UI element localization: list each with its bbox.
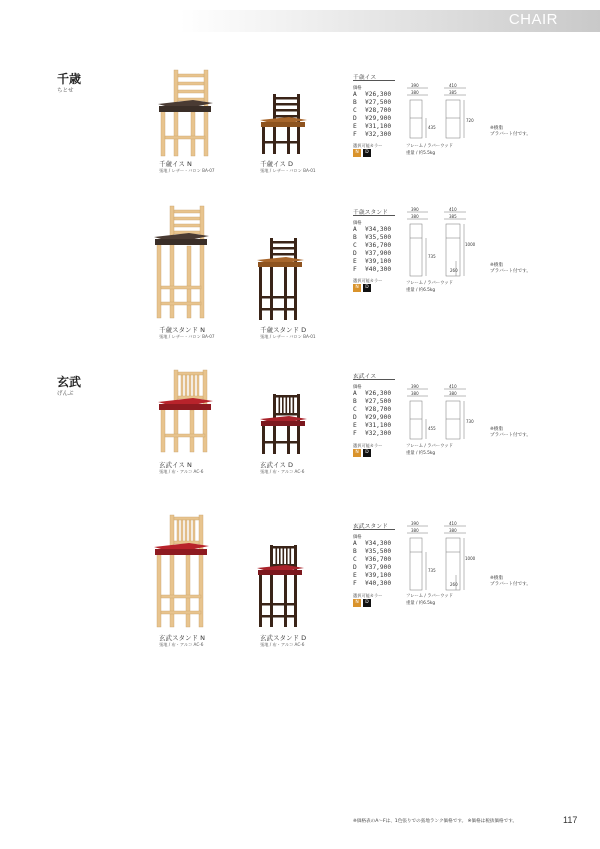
genbu-chair-d-image	[259, 394, 309, 456]
dimension-drawing	[404, 383, 472, 443]
svg-text:730: 730	[466, 419, 474, 424]
svg-text:720: 720	[466, 118, 474, 123]
series-reading-genbu: げんぶ	[57, 391, 74, 397]
price-row-f: F ¥40,300	[353, 266, 392, 273]
frame-material: フレーム / ラバーウッド	[406, 444, 453, 449]
price-row-f: F ¥32,300	[353, 131, 392, 138]
svg-text:380: 380	[449, 528, 457, 533]
genbu-stand-d-image	[256, 545, 306, 629]
price-row-e: E ¥39,100	[353, 572, 392, 579]
svg-text:380: 380	[449, 391, 457, 396]
chitose-chair-d-image	[259, 94, 309, 156]
price-row-b: B ¥35,500	[353, 548, 392, 555]
svg-text:1000: 1000	[465, 242, 476, 247]
svg-text:390: 390	[411, 384, 419, 389]
chitose-chair-n-image	[157, 70, 215, 158]
color-swatch-n: N	[353, 449, 361, 457]
spec-rule	[353, 80, 395, 81]
spec-title: 玄武スタンド	[353, 524, 388, 530]
svg-text:410: 410	[449, 207, 457, 212]
svg-text:410: 410	[449, 384, 457, 389]
color-swatch-d: D	[363, 284, 371, 292]
price-row-a: A ¥26,300	[353, 390, 392, 397]
weight: 重量 / 約6.5kg	[406, 601, 436, 606]
genbu-chair-n-image	[157, 370, 215, 454]
frame-material: フレーム / ラバーウッド	[406, 144, 453, 149]
weight: 重量 / 約5.5kg	[406, 151, 436, 156]
color-swatch-d: D	[363, 599, 371, 607]
price-row-b: B ¥27,500	[353, 99, 392, 106]
genbu-stand-n-image	[153, 515, 211, 629]
chitose-stand-d-upholstery: 張地 / レザー・バロン BA-01	[260, 334, 316, 339]
svg-text:380: 380	[411, 90, 419, 95]
price-row-e: E ¥31,100	[353, 123, 392, 130]
resin-note: ※樹脂 プラバート付です。	[490, 576, 531, 587]
price-row-d: D ¥37,900	[353, 564, 392, 571]
price-row-b: B ¥35,500	[353, 234, 392, 241]
genbu-stand-d-upholstery: 張地 / 布・アルコ AC-6	[260, 642, 305, 647]
price-row-d: D ¥37,900	[353, 250, 392, 257]
color-swatch-n: N	[353, 599, 361, 607]
svg-text:410: 410	[449, 83, 457, 88]
resin-note: ※樹脂 プラバート付です。	[490, 126, 531, 137]
chitose-stand-n-name: 千歳スタンド N	[159, 326, 205, 334]
spec-title: 玄武イス	[353, 374, 377, 380]
spec-rule	[353, 379, 395, 380]
dimension-drawing	[404, 82, 472, 142]
color-options-header: 選択可能カラー	[353, 443, 383, 448]
price-row-c: C ¥28,700	[353, 107, 392, 114]
chitose-stand-n-upholstery: 張地 / レザー・バロン BA-07	[159, 334, 215, 339]
price-row-d: D ¥29,900	[353, 414, 392, 421]
svg-text:735: 735	[428, 254, 436, 259]
price-row-a: A ¥34,300	[353, 540, 392, 547]
frame-material: フレーム / ラバーウッド	[406, 281, 453, 286]
genbu-chair-n-name: 玄武イス N	[159, 461, 192, 469]
svg-text:260: 260	[450, 268, 458, 273]
svg-text:390: 390	[411, 521, 419, 526]
price-row-d: D ¥29,900	[353, 115, 392, 122]
footer-note: ※価格表のA〜Fは、1色張りでの張地ランク価格です。 ※価格は税抜価格です。	[353, 819, 518, 824]
svg-text:385: 385	[449, 90, 457, 95]
svg-text:735: 735	[428, 568, 436, 573]
chitose-stand-d-image	[256, 238, 306, 322]
svg-text:1000: 1000	[465, 556, 476, 561]
series-reading-chitose: ちとせ	[57, 88, 74, 94]
resin-note: ※樹脂 プラバート付です。	[490, 427, 531, 438]
resin-note: ※樹脂 プラバート付です。	[490, 263, 531, 274]
chitose-chair-n-upholstery: 張地 / レザー・バロン BA-07	[159, 168, 215, 173]
svg-text:380: 380	[411, 528, 419, 533]
svg-text:455: 455	[428, 426, 436, 431]
genbu-chair-n-upholstery: 張地 / 布・アルコ AC-6	[159, 469, 204, 474]
dimension-drawing	[404, 206, 476, 278]
weight: 重量 / 約5.5kg	[406, 451, 436, 456]
price-row-c: C ¥36,700	[353, 556, 392, 563]
spec-title: 千歳スタンド	[353, 210, 388, 216]
frame-material: フレーム / ラバーウッド	[406, 594, 453, 599]
price-row-c: C ¥28,700	[353, 406, 392, 413]
price-row-f: F ¥40,300	[353, 580, 392, 587]
svg-text:385: 385	[449, 214, 457, 219]
svg-text:380: 380	[411, 214, 419, 219]
price-row-a: A ¥26,300	[353, 91, 392, 98]
genbu-chair-d-upholstery: 張地 / 布・アルコ AC-6	[260, 469, 305, 474]
price-row-f: F ¥32,300	[353, 430, 392, 437]
color-options-header: 選択可能カラー	[353, 278, 383, 283]
price-row-b: B ¥27,500	[353, 398, 392, 405]
genbu-chair-d-name: 玄武イス D	[260, 461, 294, 469]
chitose-stand-d-name: 千歳スタンド D	[260, 326, 307, 334]
series-name-genbu: 玄武	[57, 375, 82, 389]
svg-text:380: 380	[411, 391, 419, 396]
color-swatch-d: D	[363, 149, 371, 157]
color-swatch-d: D	[363, 449, 371, 457]
svg-text:260: 260	[450, 582, 458, 587]
page-title: CHAIR	[508, 11, 558, 28]
series-name-chitose: 千歳	[57, 72, 82, 86]
color-swatch-n: N	[353, 149, 361, 157]
price-header: 価格	[353, 221, 362, 226]
chitose-stand-n-image	[153, 206, 211, 320]
weight: 重量 / 約6.5kg	[406, 288, 436, 293]
genbu-stand-n-upholstery: 張地 / 布・アルコ AC-6	[159, 642, 204, 647]
svg-text:410: 410	[449, 521, 457, 526]
chitose-chair-d-name: 千歳イス D	[260, 160, 294, 168]
spec-rule	[353, 215, 395, 216]
color-options-header: 選択可能カラー	[353, 593, 383, 598]
price-header: 価格	[353, 535, 362, 540]
price-row-e: E ¥39,100	[353, 258, 392, 265]
price-header: 価格	[353, 86, 362, 91]
genbu-stand-d-name: 玄武スタンド D	[260, 634, 307, 642]
price-row-e: E ¥31,100	[353, 422, 392, 429]
chitose-chair-n-name: 千歳イス N	[159, 160, 192, 168]
price-row-a: A ¥34,300	[353, 226, 392, 233]
price-row-c: C ¥36,700	[353, 242, 392, 249]
chitose-chair-d-upholstery: 張地 / レザー・バロン BA-01	[260, 168, 316, 173]
genbu-stand-n-name: 玄武スタンド N	[159, 634, 205, 642]
svg-text:390: 390	[411, 207, 419, 212]
dimension-drawing	[404, 520, 476, 592]
color-swatch-n: N	[353, 284, 361, 292]
svg-text:390: 390	[411, 83, 419, 88]
svg-text:435: 435	[428, 125, 436, 130]
page-number: 117	[563, 815, 578, 825]
color-options-header: 選択可能カラー	[353, 143, 383, 148]
price-header: 価格	[353, 385, 362, 390]
spec-title: 千歳イス	[353, 75, 377, 81]
spec-rule	[353, 529, 395, 530]
